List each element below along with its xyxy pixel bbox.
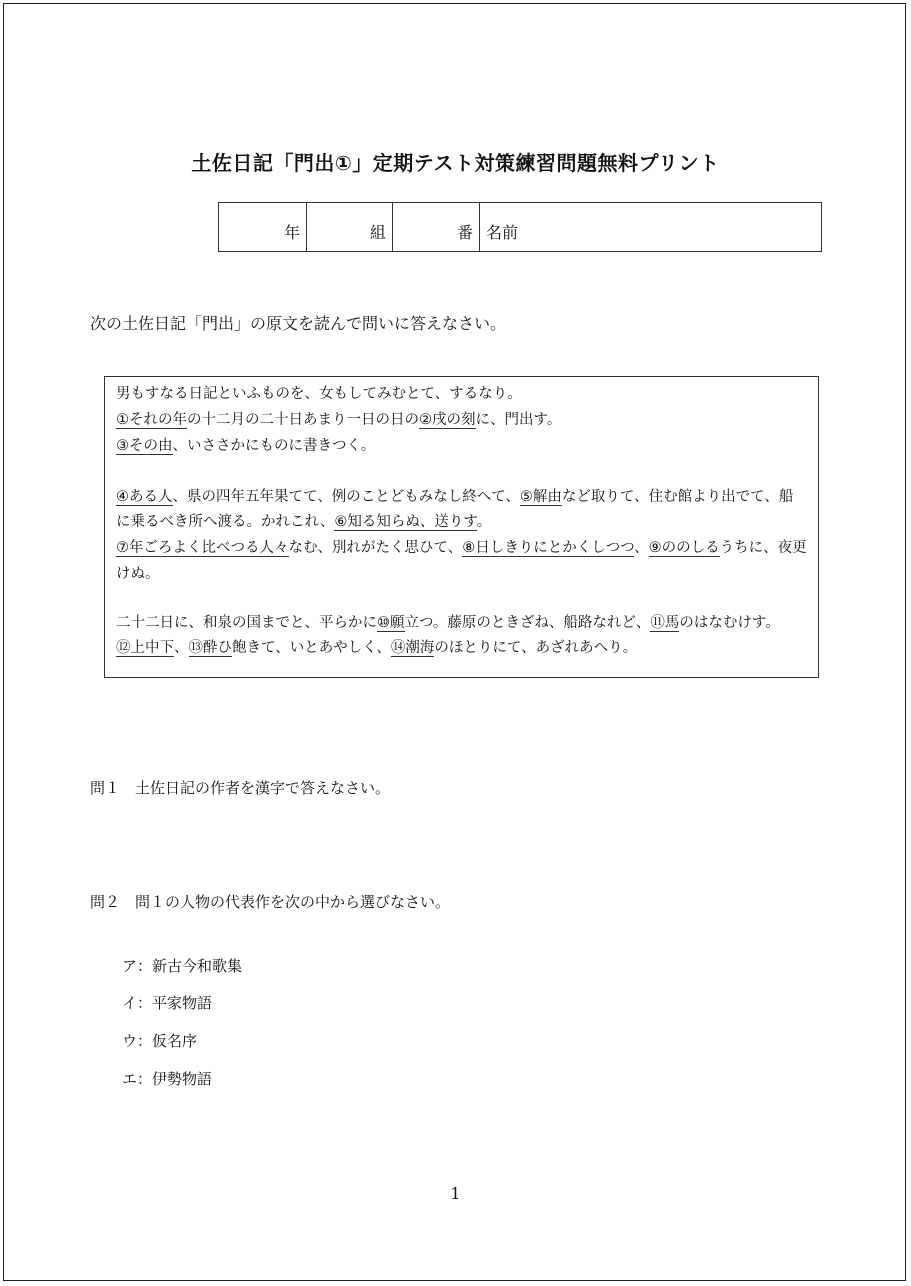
underlined-phrase: ③その由 (116, 438, 173, 454)
passage-text: 飽きて、いとあやしく、 (232, 640, 391, 656)
underlined-phrase: ②戌の刻 (419, 412, 476, 428)
passage-line (116, 536, 807, 557)
passage-text: 。 (476, 514, 492, 530)
passage-line (116, 611, 780, 632)
passage-text: など取りて、住む館より出でて、船 (561, 489, 794, 505)
passage-line (116, 510, 491, 531)
passage-text: 、県の四年五年果てて、例のことどもみなし終へて、 (172, 489, 520, 505)
passage-text: 、 (174, 640, 189, 656)
passage-text: けぬ。 (116, 566, 160, 582)
passage-line (116, 408, 561, 429)
underlined-phrase: ⑧日しきりにとかくしつつ (462, 540, 635, 556)
passage-text: に乗るべき所へ渡る。かれこれ、 (116, 514, 335, 530)
year-cell[interactable]: 年 (219, 203, 307, 252)
option-e: エ：伊勢物語 (122, 1070, 213, 1088)
underlined-phrase: ⑦年ごろよく比べつる人々 (116, 540, 289, 556)
underlined-phrase: ⑫上中下 (116, 640, 174, 656)
passage-text: の十二月の二十日あまり一日の日の (187, 412, 419, 428)
underlined-phrase: ⑤解由 (519, 489, 562, 505)
passage-box (104, 376, 819, 678)
instructions: 次の土佐日記「門出」の原文を読んで問いに答えなさい。 (90, 314, 507, 333)
passage-text: なむ、別れがたく思ひて、 (288, 540, 463, 556)
passage-line (116, 562, 160, 583)
underlined-phrase: ①それの年 (116, 412, 187, 428)
underlined-phrase: ④ある人 (116, 489, 173, 505)
number-cell[interactable]: 番 (393, 203, 480, 252)
passage-text: に、門出す。 (475, 412, 562, 428)
class-cell[interactable]: 組 (307, 203, 393, 252)
option-i: イ：平家物語 (122, 994, 213, 1012)
underlined-phrase: ⑨ののしる (648, 540, 720, 556)
passage-line (116, 382, 522, 403)
passage-text: のほとりにて、あざれあへり。 (434, 640, 638, 656)
passage-text: 二十二日に、和泉の国までと、平らかに (116, 615, 377, 631)
question-2: 問２ 問１の人物の代表作を次の中から選びなさい。 (90, 893, 451, 911)
option-u: ウ：仮名序 (122, 1032, 198, 1050)
passage-text: のはなむけす。 (679, 615, 780, 631)
passage-line (116, 485, 793, 506)
passage-text: うちに、夜更 (719, 540, 807, 556)
passage-line (116, 434, 375, 455)
option-a: ア：新古今和歌集 (122, 957, 243, 975)
passage-text: 、 (634, 540, 649, 556)
student-info-table (218, 202, 822, 252)
question-1: 問１ 土佐日記の作者を漢字で答えなさい。 (90, 779, 391, 797)
underlined-phrase: ⑭潮海 (390, 640, 435, 656)
underlined-phrase: ⑥知る知らぬ、送りす (334, 514, 477, 530)
passage-line (116, 636, 637, 657)
page-title: 土佐日記「門出①」定期テスト対策練習問題無料プリント (191, 151, 720, 175)
name-cell[interactable]: 名前 (480, 203, 822, 252)
passage-text: 男もすなる日記といふものを、女もしてみむとて、するなり。 (116, 386, 522, 402)
underlined-phrase: ⑬酔ひ (188, 640, 232, 656)
passage-text: 、いささかにものに書きつく。 (172, 438, 376, 454)
underlined-phrase: ⑩願 (377, 615, 405, 631)
page-number: 1 (450, 1184, 461, 1203)
passage-text: 立つ。藤原のときざね、船路なれど、 (404, 615, 651, 631)
underlined-phrase: ⑪馬 (650, 615, 680, 631)
